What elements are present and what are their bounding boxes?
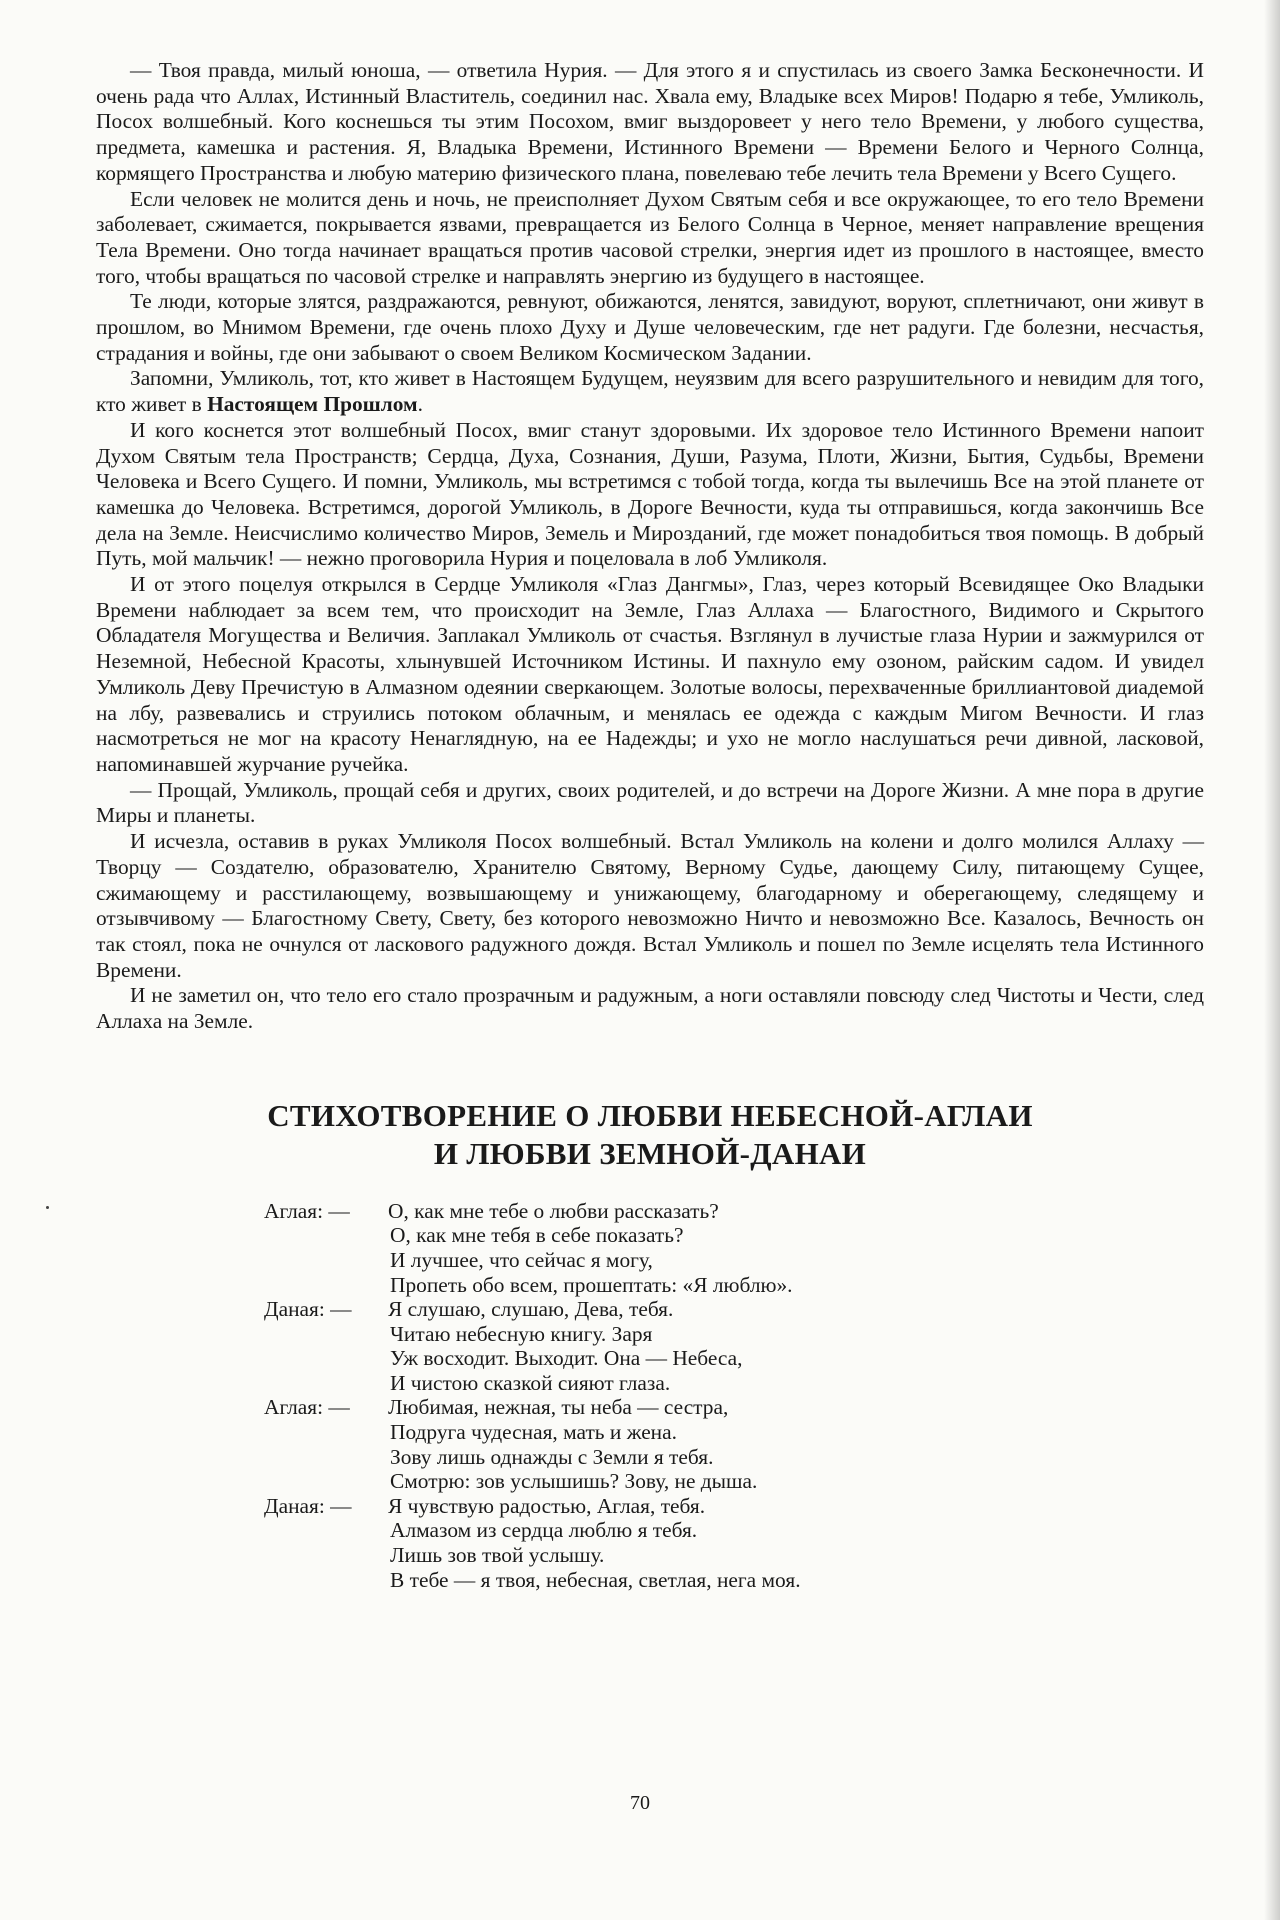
scan-speck: [46, 1206, 49, 1209]
paragraph-text: .: [417, 392, 423, 417]
paragraph: [96, 829, 1204, 983]
poem-line: Алмазом из сердца люблю я тебя.: [390, 1518, 698, 1543]
poem-line: И лучшее, что сейчас я могу,: [390, 1247, 653, 1272]
paragraph-text: Если человек не молится день и ночь, не преисполняет Духом Святым себя и все окружающее, то его тело Времени заболевает, сжимается, покрывается язвами, превращается из Белого Солнца в Черное, меняет направление врещения Тела Времени. Оно тогда начинает вращаться против часовой стрелки, энергия идет из прошлого в настоящее, вместо того, чтобы вращаться по часовой стрелке и направлять энергию из будущего в настоящее.: [96, 186, 1204, 288]
poem-title-line-2: И ЛЮБВИ ЗЕМНОЙ-ДАНАИ: [433, 1135, 867, 1171]
poem-line: Любимая, нежная, ты неба — сестра,: [388, 1395, 729, 1420]
page-number: 70: [630, 1792, 650, 1814]
paragraph-text: И исчезла, оставив в руках Умликоля Посох волшебный. Встал Умликоль на колени и долго молился Аллаху — Творцу — Создателю, образователю, Хранителю Святому, Верному Судье, дающему Силу, питающему Сущее, сжимающему и расстилающему, возвышающему и унижающему, благодарному и оберегающему, следящему и отзывчивому — Благостному Свету, Свету, без которого невозможно Ничто и невозможно Все. Казалось, Вечность он так стоял, пока не очнулся от ласкового радужного дождя. Встал Умликоль и пошел по Земле исцелять тела Истинного Времени.: [96, 829, 1204, 982]
paragraph: [96, 58, 1204, 187]
paragraph-text: И кого коснется этот волшебный Посох, вмиг станут здоровыми. Их здоровое тело Истинного Времени напоит Духом Святым тела Пространств; Сердца, Духа, Сознания, Души, Разума, Плоти, Жизни, Бытия, Судьбы, Времени Человека и Всего Сущего. И помни, Умликоль, мы встретимся с тобой тогда, когда ты вылечишь Все на этой планете от камешка до Человека. Встретимся, дорогой Умликоль, в Дороге Вечности, куда ты отправишься, когда закончишь Все дела на Земле. Неисчислимо количество Миров, Земель и Мирозданий, где может понадобиться твоя помощь. В добрый Путь, мой мальчик! — нежно проговорила Нурия и поцеловала в лоб Умликоля.: [96, 417, 1204, 571]
poem-line: Лишь зов твой услышу.: [390, 1543, 605, 1568]
poem-stanza: [264, 1199, 1204, 1297]
stanza-lines: [390, 1297, 1204, 1395]
paragraph: [96, 778, 1204, 829]
poem-line: И чистою сказкой сияют глаза.: [390, 1370, 671, 1395]
prose-section: [96, 58, 1204, 1035]
stanza-lines: [390, 1395, 1204, 1493]
paragraph-text: И не заметил он, что тело его стало прозрачным и радужным, а ноги оставляли повсюду след Чистоты и Чести, след Аллаха на Земле.: [96, 983, 1204, 1034]
page-body: [96, 58, 1204, 1592]
paragraph: [96, 366, 1204, 417]
paragraph: [96, 572, 1204, 778]
paragraph: [96, 187, 1204, 290]
poem-line: О, как мне тебе о любви рассказать?: [388, 1198, 719, 1223]
stanza-lines: [390, 1199, 1204, 1297]
poem-line: Смотрю: зов услышишь? Зову, не дыша.: [390, 1469, 758, 1494]
poem-stanza: [264, 1395, 1204, 1493]
poem-title: [96, 1097, 1204, 1173]
poem-stanza: [264, 1494, 1204, 1592]
bold-text: Настоящем Прошлом: [207, 392, 418, 417]
poem-line: Подруга чудесная, мать и жена.: [390, 1420, 677, 1445]
poem-line: Зову лишь однажды с Земли я тебя.: [390, 1444, 714, 1469]
poem: [264, 1199, 1204, 1593]
paragraph-text: Те люди, которые злятся, раздражаются, ревнуют, обижаются, ленятся, завидуют, воруют, сплетничают, они живут в прошлом, во Мнимом Времени, где очень плохо Духу и Душе человеческим, где нет радуги. Где болезни, несчастья, страдания и войны, где они забывают о своем Великом Космическом Задании.: [96, 289, 1204, 365]
poem-stanza: [264, 1297, 1204, 1395]
poem-line: Пропеть обо всем, прошептать: «Я люблю».: [390, 1272, 793, 1297]
stanza-speaker: Даная: —: [264, 1297, 352, 1322]
poem-line: О, как мне тебя в себе показать?: [390, 1223, 684, 1248]
paragraph-text: Запомни, Умликоль, тот, кто живет в Настоящем Будущем, неуязвим для всего разрушительного и невидим для того, кто живет в: [96, 366, 1204, 417]
stanza-lines: [390, 1494, 1204, 1592]
poem-line: Я слушаю, слушаю, Дева, тебя.: [388, 1297, 674, 1322]
paragraph: [96, 289, 1204, 366]
paragraph: [96, 983, 1204, 1034]
poem-line: Читаю небесную книгу. Заря: [390, 1321, 653, 1346]
stanza-speaker: Даная: —: [264, 1493, 352, 1518]
paragraph: [96, 418, 1204, 572]
poem-line: Уж восходит. Выходит. Она — Небеса,: [390, 1346, 743, 1371]
poem-title-line-1: СТИХОТВОРЕНИЕ О ЛЮБВИ НЕБЕСНОЙ-АГЛАИ: [267, 1097, 1033, 1133]
stanza-speaker: Аглая: —: [264, 1395, 350, 1420]
poem-line: В тебе — я твоя, небесная, светлая, нега моя.: [390, 1567, 801, 1592]
paragraph-text: И от этого поцелуя открылся в Сердце Умликоля «Глаз Дангмы», Глаз, через который Всевидящее Око Владыки Времени наблюдает за всем тем, что происходит на Земле, Глаз Аллаха — Благостного, Видимого и Скрытого Обладателя Могущества и Величия. Заплакал Умликоль от счастья. Взглянул в лучистые глаза Нурии и зажмурился от Неземной, Небесной Красоты, хлынувшей Источником Истины. И пахнуло ему озоном, райским садом. И увидел Умликоль Деву Пречистую в Алмазном одеянии сверкающем. Золотые волосы, перехваченные бриллиантовой диадемой на лбу, развевались и струились потоком облачным, и менялась ее одежда с каждым Мигом Вечности. И глаз насмотреться не мог на красоту Ненаглядную, на ее Надежды; и ухо не могло наслушаться речи дивной, ласковой, напоминавшей журчание ручейка.: [96, 572, 1204, 776]
stanza-speaker: Аглая: —: [264, 1198, 350, 1223]
poem-line: Я чувствую радостью, Аглая, тебя.: [388, 1493, 706, 1518]
paragraph-text: — Твоя правда, милый юноша, — ответила Нурия. — Для этого я и спустилась из своего Замка Бесконечности. И очень рада что Аллах, Истинный Властитель, соединил нас. Хвала ему, Владыке всех Миров! Подарю я тебе, Умликоль, Посох волшебный. Кого коснешься ты этим Посохом, вмиг выздоровеет у него тело Времени, у любого существа, предмета, камешка и растения. Я, Владыка Времени, Истинного Времени — Времени Белого и Черного Солнца, кормящего Пространства и любую материю физического плана, повелеваю тебе лечить тела Времени у Всего Сущего.: [96, 58, 1204, 185]
page-edge-shadow: [1264, 0, 1280, 1920]
paragraph-text: — Прощай, Умликоль, прощай себя и других, своих родителей, и до встречи на Дороге Жизни. А мне пора в другие Миры и планеты.: [96, 777, 1204, 828]
